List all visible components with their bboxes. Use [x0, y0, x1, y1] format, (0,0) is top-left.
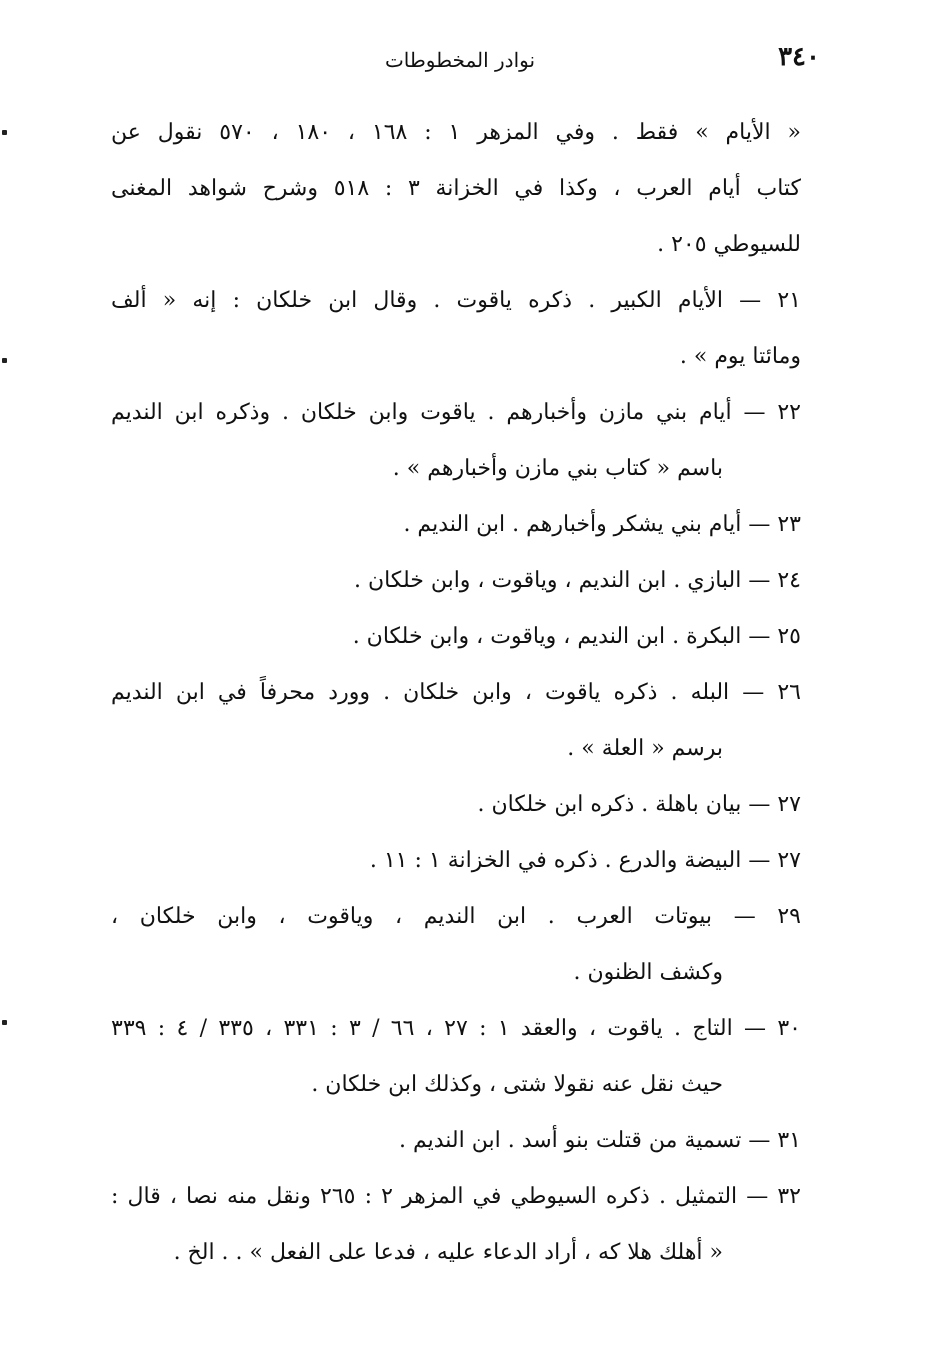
text-line: ٢٧ — البيضة والدرع . ذكره في الخزانة ١ : ١١ . [369, 848, 801, 873]
margin-mark [2, 1020, 7, 1025]
text-line: برسم « العلة » . [567, 736, 723, 761]
text-line: للسيوطي ٢٠٥ . [657, 232, 801, 257]
text-line: كتاب أيام العرب ، وكذا في الخزانة ٣ : ٥١٨ وشرح شواهد المغنى [111, 176, 801, 201]
margin-mark [2, 358, 7, 363]
text-line: ٢٤ — البازي . ابن النديم ، وياقوت ، وابن خلكان . [353, 568, 801, 593]
text-line: ٢٧ — بيان باهلة . ذكره ابن خلكان . [477, 792, 801, 817]
text-line: ٣١ — تسمية من قتلت بنو أسد . ابن النديم . [398, 1128, 801, 1153]
text-line: ٢٦ — البله . ذكره ياقوت ، وابن خلكان . وورد محرفاً في ابن النديم [111, 680, 801, 705]
text-line: « أهلك هلا كه ، أراد الدعاء عليه ، فدعا على الفعل » . . الخ . [173, 1240, 723, 1265]
running-title: نوادر المخطوطات [384, 48, 536, 72]
text-line: « الأيام » فقط . وفي المزهر ١ : ١٦٨ ، ١٨٠ ، ٥٧٠ نقول عن [111, 120, 801, 145]
entry-list [111, 105, 801, 1281]
text-line: ٣٢ — التمثيل . ذكره السيوطي في المزهر ٢ : ٢٦٥ ونقل منه نصا ، قال : [111, 1184, 801, 1209]
text-line: وكشف الظنون . [573, 960, 723, 985]
text-line: ٢٢ — أيام بني مازن وأخبارهم . ياقوت وابن خلكان . وذكره ابن النديم [111, 400, 801, 425]
text-line: حيث نقل عنه نقولا شتى ، وكذلك ابن خلكان . [311, 1072, 723, 1097]
margin-mark [2, 130, 7, 135]
page-number: ٣٤٠ [778, 42, 820, 72]
text-line: ومائتا يوم » . [679, 344, 801, 369]
text-line: باسم « كتاب بني مازن وأخبارهم » . [392, 456, 723, 481]
text-line: ٢٥ — البكرة . ابن النديم ، وياقوت ، وابن خلكان . [352, 624, 801, 649]
text-line: ٢٩ — بيوتات العرب . ابن النديم ، وياقوت ، وابن خلكان ، [111, 904, 801, 929]
page-header [100, 42, 820, 82]
text-line: ٣٠ — التاج . ياقوت ، والعقد ١ : ٢٧ ، ٦٦ / ٣ : ٣٣١ ، ٣٣٥ / ٤ : ٣٣٩ [111, 1016, 801, 1041]
text-line: ٢٣ — أيام بني يشكر وأخبارهم . ابن النديم . [403, 512, 801, 537]
text-line: ٢١ — الأيام الكبير . ذكره ياقوت . وقال ابن خلكان : إنه « ألف [111, 288, 801, 313]
